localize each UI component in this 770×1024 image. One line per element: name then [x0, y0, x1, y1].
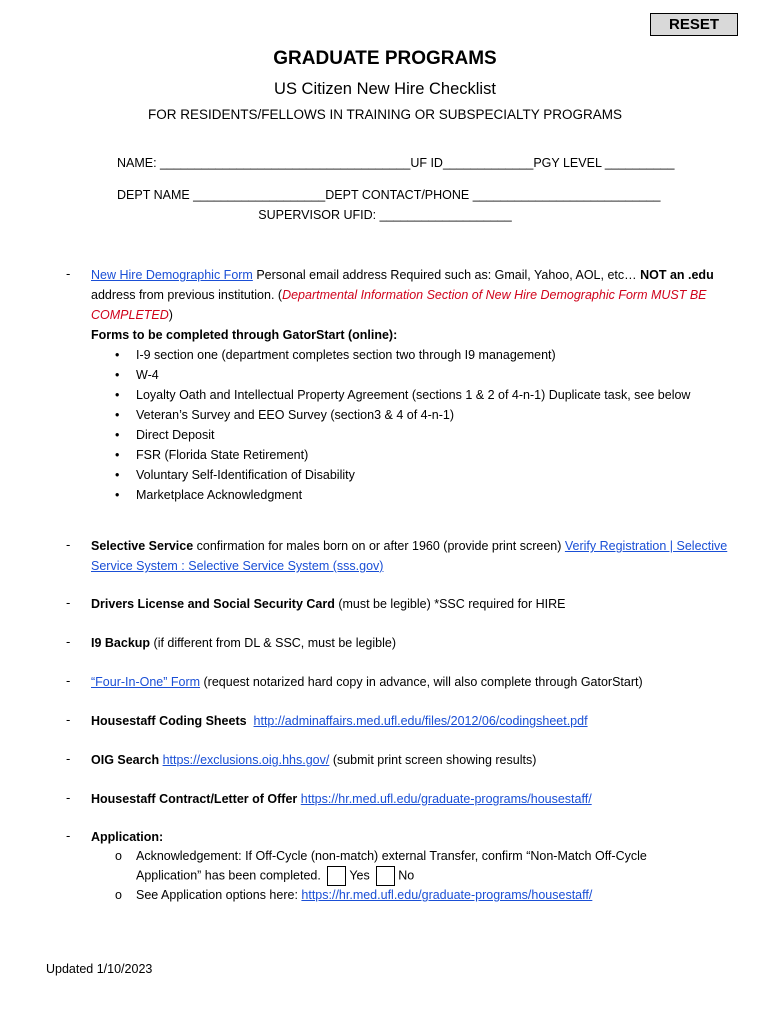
item-text: Personal email address Required such as: Gmail, Yahoo, AOL, etc… — [252, 268, 641, 282]
no-label: No — [398, 868, 415, 883]
four-in-one-form-link[interactable]: “Four-In-One” Form — [91, 675, 201, 689]
bullet-icon: • — [115, 488, 120, 502]
item-text: (must be legible) *SSC required for HIRE — [334, 597, 566, 611]
yes-checkbox[interactable] — [327, 866, 346, 886]
item-selective-service — [91, 536, 731, 576]
item-bold: Selective Service — [91, 539, 194, 553]
item-dash: - — [66, 595, 71, 610]
list-item — [91, 365, 731, 385]
item-drivers-license — [91, 594, 731, 614]
forms-list — [91, 345, 731, 505]
list-item-text: Direct Deposit — [136, 428, 215, 442]
list-item-text: Veteran’s Survey and EEO Survey (section3 & 4 of 4-n-1) — [136, 408, 454, 422]
item-dash: - — [66, 712, 71, 727]
list-item-text: Loyalty Oath and Intellectual Property Agreement (sections 1 & 2 of 4-n-1) Duplicate task, see below — [136, 388, 691, 402]
name-ufid-pgy-line[interactable]: NAME: ____________________________________UF ID_____________PGY LEVEL __________ — [117, 156, 675, 170]
list-item — [91, 847, 731, 886]
page-subsubtitle: FOR RESIDENTS/FELLOWS IN TRAINING OR SUBSPECIALTY PROGRAMS — [147, 107, 623, 122]
item-text: (if different from DL & SSC, must be legible) — [150, 636, 396, 650]
item-contract — [91, 789, 731, 809]
item-dash: - — [66, 634, 71, 649]
item-bold: I9 Backup — [91, 636, 151, 650]
no-checkbox[interactable] — [376, 866, 395, 886]
item-oig-search — [91, 750, 731, 770]
item-dash: - — [66, 537, 71, 552]
circle-bullet-icon: o — [115, 849, 122, 863]
supervisor-ufid-line[interactable]: SUPERVISOR UFID: ___________________ — [258, 208, 512, 222]
verify-registration-link[interactable]: Verify Registration | Selective Service System : Selective Service System (sss.gov) — [91, 539, 728, 573]
page-title: GRADUATE PROGRAMS — [273, 48, 497, 69]
list-item-text: Acknowledgement: If Off-Cycle (non-match) external Transfer, confirm “Non-Match Off-Cycle — [136, 849, 647, 863]
yes-label: Yes — [349, 868, 370, 883]
list-item-text: Voluntary Self-Identification of Disability — [136, 468, 355, 482]
bullet-icon: • — [115, 448, 120, 462]
list-item — [91, 485, 731, 505]
item-bold: OIG Search — [91, 753, 160, 767]
red-note: Departmental Information Section of New Hire Demographic Form MUST BE COMPLETED — [91, 288, 707, 322]
circle-bullet-icon: o — [115, 888, 122, 902]
item-dash: - — [66, 751, 71, 766]
list-item — [91, 345, 731, 365]
list-item-text: I-9 section one (department completes section two through I9 management) — [136, 348, 556, 362]
item-bold: Housestaff Contract/Letter of Offer — [91, 792, 298, 806]
bullet-icon: • — [115, 408, 120, 422]
bullet-icon: • — [115, 388, 120, 402]
item-bold: Drivers License and Social Security Card — [91, 597, 335, 611]
item-text: confirmation for males born on or after 1960 (provide print screen) — [193, 539, 565, 553]
bullet-icon: • — [115, 348, 120, 362]
item-i9-backup — [91, 633, 731, 653]
list-item-text: Marketplace Acknowledgment — [136, 488, 303, 502]
list-item-text: Application” has been completed. — [136, 868, 321, 883]
item-application — [91, 827, 731, 905]
item-text: (submit print screen showing results) — [329, 753, 537, 767]
forms-heading: Forms to be completed through GatorStart (online): — [91, 328, 398, 342]
item-bold: Application: — [91, 830, 164, 844]
list-item — [91, 385, 731, 405]
list-item-text: See Application options here: — [136, 888, 302, 902]
dept-contact-line[interactable]: DEPT NAME ___________________DEPT CONTACT/PHONE ___________________________ — [117, 188, 661, 202]
application-options-link[interactable]: https://hr.med.ufl.edu/graduate-programs/housestaff/ — [301, 888, 593, 902]
coding-sheet-link[interactable]: http://adminaffairs.med.ufl.edu/files/2012/06/codingsheet.pdf — [253, 714, 588, 728]
list-item — [91, 405, 731, 425]
item-text: ) — [168, 308, 173, 322]
item-dash: - — [66, 790, 71, 805]
list-item-text: FSR (Florida State Retirement) — [136, 448, 309, 462]
list-item — [91, 445, 731, 465]
item-demographic-form — [91, 265, 731, 505]
list-item — [91, 465, 731, 485]
bullet-icon: • — [115, 428, 120, 442]
new-hire-demographic-form-link[interactable]: New Hire Demographic Form — [91, 268, 253, 282]
item-bold: Housestaff Coding Sheets — [91, 714, 247, 728]
item-bold: NOT an .edu — [640, 268, 714, 282]
oig-exclusions-link[interactable]: https://exclusions.oig.hhs.gov/ — [162, 753, 330, 767]
reset-button[interactable]: RESET — [650, 13, 738, 36]
item-coding-sheets — [91, 711, 731, 731]
housestaff-link[interactable]: https://hr.med.ufl.edu/graduate-programs/housestaff/ — [300, 792, 592, 806]
item-text: (request notarized hard copy in advance, will also complete through GatorStart) — [200, 675, 643, 689]
item-dash: - — [66, 828, 71, 843]
item-dash: - — [66, 266, 71, 281]
item-four-in-one — [91, 672, 731, 692]
list-item — [91, 425, 731, 445]
updated-date: Updated 1/10/2023 — [46, 962, 153, 976]
bullet-icon: • — [115, 468, 120, 482]
item-dash: - — [66, 673, 71, 688]
page-subtitle: US Citizen New Hire Checklist — [274, 80, 496, 98]
list-item — [91, 886, 731, 905]
list-item-text: W-4 — [136, 368, 159, 382]
item-text: address from previous institution. ( — [91, 288, 283, 302]
bullet-icon: • — [115, 368, 120, 382]
